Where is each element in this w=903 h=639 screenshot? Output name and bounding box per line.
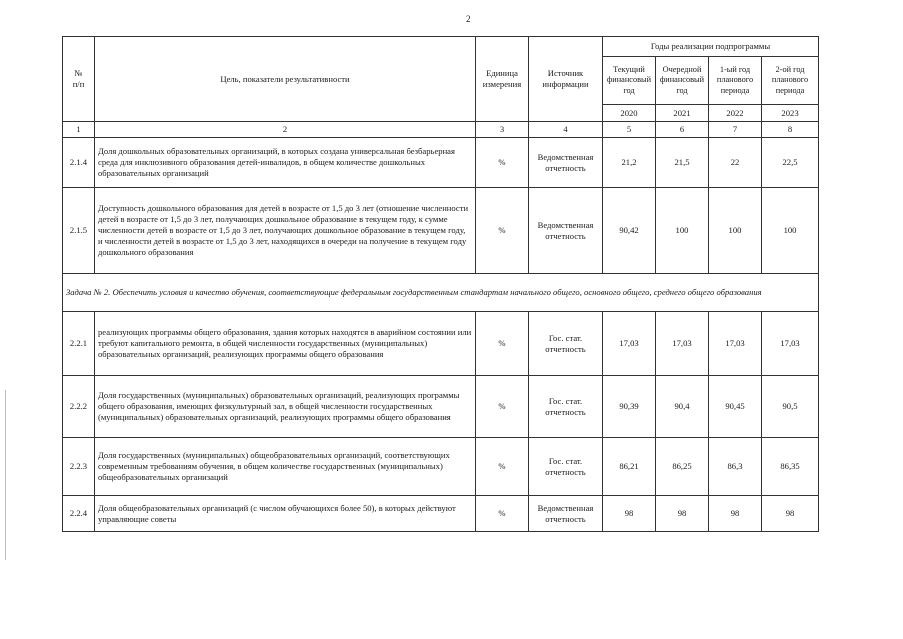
column-number: 6: [656, 122, 709, 138]
row-num: 2.2.4: [63, 496, 95, 532]
row-source: Ведомственная отчетность: [529, 188, 603, 274]
column-number: 8: [762, 122, 819, 138]
row-value-2022: 17,03: [709, 312, 762, 376]
row-source: Гос. стат. отчетность: [529, 438, 603, 496]
row-num: 2.1.4: [63, 138, 95, 188]
page-number: 2: [466, 14, 471, 24]
header-num: № п/п: [63, 37, 95, 122]
scan-margin-line: [5, 390, 6, 560]
column-number: 5: [603, 122, 656, 138]
row-value-2021: 17,03: [656, 312, 709, 376]
column-number: 1: [63, 122, 95, 138]
row-value-2021: 98: [656, 496, 709, 532]
row-value-2022: 86,3: [709, 438, 762, 496]
row-unit: %: [476, 138, 529, 188]
row-value-2021: 21,5: [656, 138, 709, 188]
header-sub-4: 2-ой год планового периода: [762, 57, 819, 105]
row-text: Доля государственных (муниципальных) образовательных организаций, реализующих программы общего образования, имеющих физкультурный зал, в общей численности государственных (муниципальных) образовательных организаций, реализующих программы общего образования: [95, 376, 476, 438]
header-sub-2: Очередной финансовый год: [656, 57, 709, 105]
header-unit: Единица измерения: [476, 37, 529, 122]
row-value-2020: 86,21: [603, 438, 656, 496]
row-text: Доля общеобразовательных организаций (с числом обучающихся более 50), в которых действуют управляющие советы: [95, 496, 476, 532]
row-value-2023: 86,35: [762, 438, 819, 496]
row-value-2022: 98: [709, 496, 762, 532]
row-unit: %: [476, 438, 529, 496]
header-year-2: 2021: [656, 105, 709, 122]
row-source: Гос. стат. отчетность: [529, 312, 603, 376]
indicators-table: [62, 36, 819, 532]
row-text: реализующих программы общего образования, здания которых находятся в аварийном состоянии или требуют капитального ремонта, в общей численности государственных (муниципальных) образовательных организаций, реализующих программы общего образования: [95, 312, 476, 376]
row-value-2020: 17,03: [603, 312, 656, 376]
row-unit: %: [476, 376, 529, 438]
row-value-2023: 17,03: [762, 312, 819, 376]
row-value-2022: 22: [709, 138, 762, 188]
header-goal: Цель, показатели результативности: [95, 37, 476, 122]
column-number: 7: [709, 122, 762, 138]
row-value-2023: 100: [762, 188, 819, 274]
row-value-2021: 90,4: [656, 376, 709, 438]
header-sub-1: Текущий финансовый год: [603, 57, 656, 105]
row-value-2021: 86,25: [656, 438, 709, 496]
row-text: Доступность дошкольного образования для детей в возрасте от 1,5 до 3 лет (отношение численности детей в возрасте от 1,5 до 3 лет, получающих дошкольное образование в текущем году, к сумме численности детей в возрасте от 1,5 до 3 лет, получающих дошкольное образование в текущем году, и численности детей в возрасте от 1,5 до 3 лет, находящихся в очереди на получение в текущем году дошкольного образования: [95, 188, 476, 274]
header-year-3: 2022: [709, 105, 762, 122]
header-year-1: 2020: [603, 105, 656, 122]
row-unit: %: [476, 188, 529, 274]
row-value-2022: 100: [709, 188, 762, 274]
row-num: 2.2.2: [63, 376, 95, 438]
column-number: 4: [529, 122, 603, 138]
table-row: [63, 188, 819, 274]
row-unit: %: [476, 312, 529, 376]
row-source: Ведомственная отчетность: [529, 138, 603, 188]
header-years-group: Годы реализации подпрограммы: [603, 37, 819, 57]
row-value-2023: 22,5: [762, 138, 819, 188]
column-number: 3: [476, 122, 529, 138]
row-text: Доля дошкольных образовательных организаций, в которых создана универсальная безбарьерная среда для инклюзивного образования детей-инвалидов, в общем количестве дошкольных образовательных организаций: [95, 138, 476, 188]
table-row: [63, 138, 819, 188]
table-row: [63, 376, 819, 438]
row-num: 2.2.3: [63, 438, 95, 496]
row-text: Доля государственных (муниципальных) общеобразовательных организаций, соответствующих современным требованиям обучения, в общем количестве государственных (муниципальных) общеобразовательных организаций: [95, 438, 476, 496]
row-num: 2.1.5: [63, 188, 95, 274]
row-value-2020: 98: [603, 496, 656, 532]
task-row: [63, 274, 819, 312]
row-value-2020: 90,42: [603, 188, 656, 274]
row-num: 2.2.1: [63, 312, 95, 376]
row-value-2020: 21,2: [603, 138, 656, 188]
header-sub-3: 1-ый год планового периода: [709, 57, 762, 105]
table-row: [63, 438, 819, 496]
row-value-2023: 98: [762, 496, 819, 532]
row-source: Гос. стат. отчетность: [529, 376, 603, 438]
row-value-2023: 90,5: [762, 376, 819, 438]
task-heading: Задача № 2. Обеспечить условия и качество обучения, соответствующие федеральным государственным стандартам начального общего, основного общего, среднего общего образования: [63, 274, 819, 312]
row-value-2022: 90,45: [709, 376, 762, 438]
row-unit: %: [476, 496, 529, 532]
row-value-2021: 100: [656, 188, 709, 274]
row-value-2020: 90,39: [603, 376, 656, 438]
column-number: 2: [95, 122, 476, 138]
header-year-4: 2023: [762, 105, 819, 122]
row-source: Ведомственная отчетность: [529, 496, 603, 532]
table-row: [63, 496, 819, 532]
header-source: Источник информации: [529, 37, 603, 122]
table-row: [63, 312, 819, 376]
